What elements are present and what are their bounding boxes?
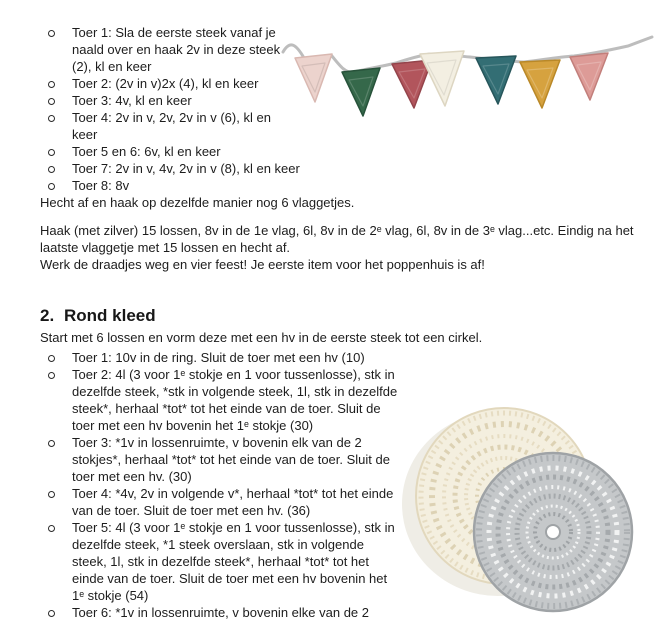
list-item [0,434,658,485]
list-item-text: Toer 2: 4l (3 voor 1ᵉ stokje en 1 voor tussenlosse), stk in dezelfde steek, *stk in volgende steek, 1l, stk in dezelfde steek*, herhaal *tot* tot het einde van de toer. Sluit de toer met een hv bovenin het 1ᵉ stokje (30) [72,367,398,433]
list-item-text: Toer 5: 4l (3 voor 1ᵉ stokje en 1 voor tussenlosse), stk in dezelfde steek, *1 steek overslaan, stk in volgende steek, 1l, stk in dezelfde steek*, herhaal *tot* tot het einde van de toer. Sluit de toer met een hv bovenin het 1ᵉ stokje (54) [72,520,395,603]
list-item [0,92,658,109]
list-bullet-icon [48,604,72,617]
list-item [0,109,658,143]
finish-line: Hecht af en haak op dezelfde manier nog 6 vlaggetjes. [40,195,355,210]
list-item [0,366,658,434]
list-item [0,177,658,194]
list-item [0,24,658,75]
list-bullet-icon [48,92,72,105]
list-item-text: Toer 3: 4v, kl en keer [72,93,192,108]
list-bullet-icon [48,519,72,532]
list-item-text: Toer 7: 2v in v, 4v, 2v in v (8), kl en keer [72,161,300,176]
list-item-text: Toer 6: *1v in lossenruimte, v bovenin elke van de 2 [72,605,370,620]
list-item [0,604,658,621]
list-item [0,160,658,177]
round-rug-instructions-list [0,349,658,621]
list-item [0,75,658,92]
list-item [0,143,658,160]
section-heading-number: 2. [40,306,55,325]
list-bullet-icon [48,434,72,447]
list-item [0,349,658,366]
list-item-text: Toer 8: 8v [72,178,130,193]
list-bullet-icon [48,366,72,379]
list-item-text: Toer 1: Sla de eerste steek vanaf je naald over en haak 2v in deze steek (2), kl en keer [72,25,281,74]
section-heading-text: Rond kleed [64,306,156,325]
list-item-text: Toer 5 en 6: 6v, kl en keer [72,144,221,159]
section-intro: Start met 6 lossen en vorm deze met een hv in de eerste steek tot een cirkel. [40,330,483,345]
list-bullet-icon [48,109,72,122]
list-bullet-icon [48,177,72,190]
list-bullet-icon [48,160,72,173]
list-item-text: Toer 2: (2v in v)2x (4), kl en keer [72,76,259,91]
assembly-paragraph: Haak (met zilver) 15 lossen, 8v in de 1e vlag, 6l, 8v in de 2ᵉ vlag, 6l, 8v in de 3ᵉ vlag...etc. Eindig na het laatste vlaggetje met 15 lossen en hecht af. [40,223,634,255]
list-item-text: Toer 4: *4v, 2v in volgende v*, herhaal *tot* tot het einde van de toer. Sluit de toer met een hv. (36) [72,486,394,518]
list-item-text: Toer 3: *1v in lossenruimte, v bovenin elk van de 2 stokjes*, herhaal *tot* tot het einde van de toer. Sluit de toer met een hv. (30) [72,435,390,484]
closing-paragraph: Werk de draadjes weg en vier feest! Je eerste item voor het poppenhuis is af! [40,257,485,272]
list-bullet-icon [48,485,72,498]
flag-instructions-list [0,24,658,194]
list-bullet-icon [48,24,72,37]
list-item [0,485,658,519]
list-bullet-icon [48,143,72,156]
list-bullet-icon [48,349,72,362]
list-item-text: Toer 1: 10v in de ring. Sluit de toer met een hv (10) [72,350,365,365]
list-item [0,519,658,604]
list-bullet-icon [48,75,72,88]
section-heading [40,305,658,326]
list-item-text: Toer 4: 2v in v, 2v, 2v in v (6), kl en keer [72,110,271,142]
